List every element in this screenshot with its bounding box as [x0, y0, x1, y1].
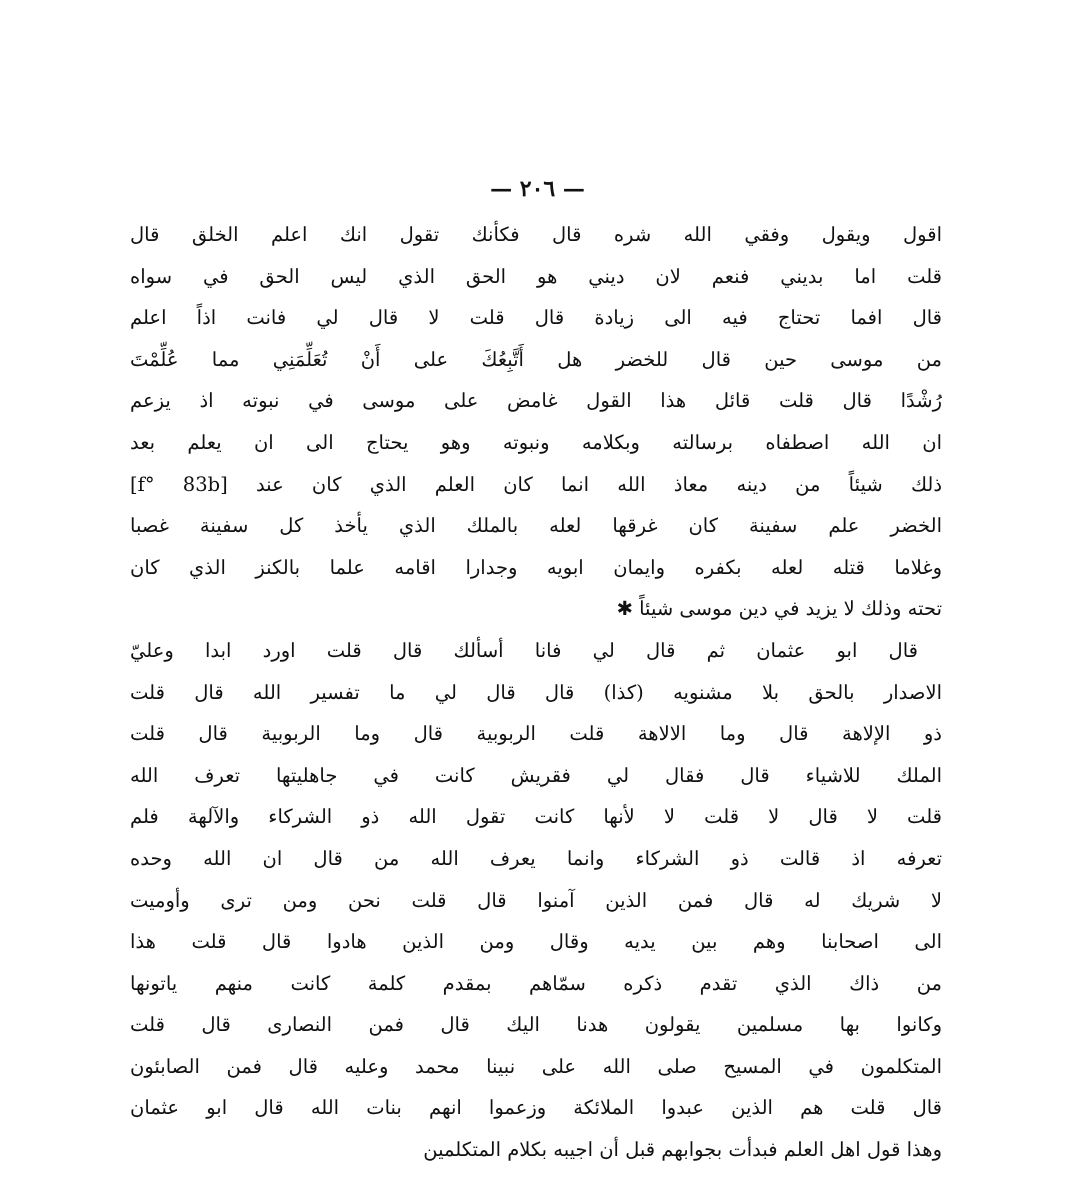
page-number: — ٢٠٦ —: [490, 176, 585, 202]
text-line: وهذا قول اهل العلم فبدأت بجوابهم قبل أن اجيبه بكلام المتكلمين: [423, 1138, 942, 1162]
text-line: تحته وذلك لا يزيد في دين موسى شيئاً ✱: [616, 597, 942, 621]
text-line: قال افما تحتاج فيه الى زيادة قال قلت لا قال لي فانت اذاً اعلم: [130, 306, 942, 330]
text-line: الملك للاشياء قال فقال لي فقريش كانت في جاهليتها تعرف الله: [130, 763, 942, 787]
text-line: تعرفه اذ قالت ذو الشركاء وانما يعرف الله من قال ان الله وحده: [130, 846, 942, 870]
text-line: ذلك شيئاً من دينه معاذ الله انما كان العلم الذي كان عند [f° 83b]: [130, 472, 942, 496]
text-line: قال قلت هم الذين عبدوا الملائكة وزعموا انهم بنات الله قال ابو عثمان: [130, 1096, 942, 1120]
text-line: وغلاما قتله لعله بكفره وايمان ابويه وجدارا اقامه علما بالكنز الذي كان: [130, 555, 942, 579]
text-line: ذو الإلاهة قال وما الالاهة قلت الربوبية قال وما الربوبية قال قلت: [130, 722, 942, 746]
text-line: قلت لا قال لا قلت لا لأنها كانت تقول الله ذو الشركاء والآلهة فلم: [130, 805, 942, 829]
text-line: اقول ويقول وفقي الله شره قال فكأنك تقول انك اعلم الخلق قال: [130, 223, 942, 246]
text-line: قلت اما بديني فنعم لان ديني هو الحق الذي ليس الحق في سواه: [130, 264, 942, 288]
text-line: الخضر علم سفينة كان غرقها لعله بالملك الذي يأخذ كل سفينة غصبا: [130, 514, 942, 538]
text-line: المتكلمون في المسيح صلى الله على نبينا محمد وعليه قال فمن الصابئون: [130, 1054, 942, 1078]
text-line: من موسى حين قال للخضر هل أَتَّبِعُكَ على أَنْ تُعَلِّمَنِي مما عُلِّمْتَ: [130, 347, 942, 371]
text-line: ان الله اصطفاه برسالته وبكلامه ونبوته وهو يحتاج الى ان يعلم بعد: [130, 430, 942, 454]
text-line: الاصدار بالحق بلا مشنويه (كذا) قال قال لي ما تفسير الله قال قلت: [130, 680, 942, 704]
text-line: من ذاك الذي تقدم ذكره سمّاهم بمقدم كلمة كانت منهم ياتونها: [130, 971, 942, 995]
text-line: رُشْدًا قال قلت قائل هذا القول غامض على موسى في نبوته اذ يزعم: [130, 389, 942, 413]
text-line: لا شريك له قال فمن الذين آمنوا قال قلت نحن ومن ترى وأوميت: [130, 888, 942, 912]
text-line: الى اصحابنا وهم بين يديه وقال ومن الذين هادوا قال قلت هذا: [130, 930, 942, 954]
text-line: وكانوا بها مسلمين يقولون هدنا اليك قال فمن النصارى قال قلت: [130, 1013, 942, 1037]
body-text: [130, 214, 942, 1171]
text-line: قال ابو عثمان ثم قال لي فانا أسألك قال قلت اورد ابدا وعليّ: [130, 638, 918, 662]
